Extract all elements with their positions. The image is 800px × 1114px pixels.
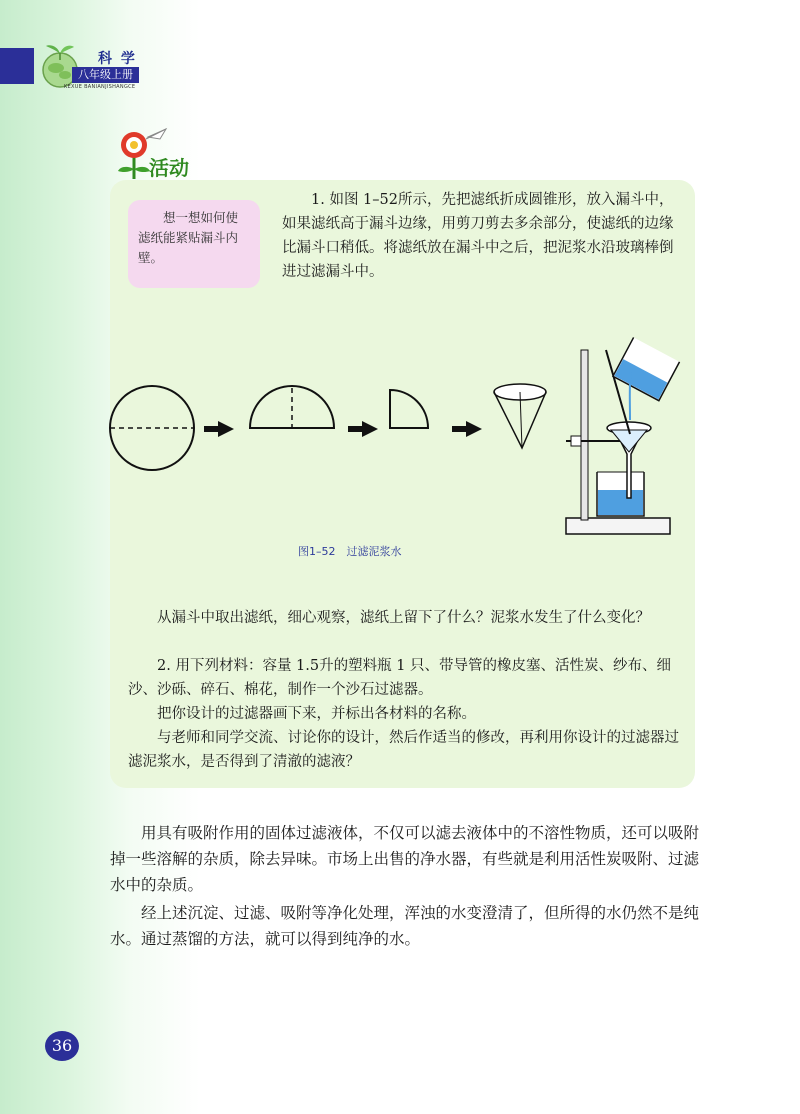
arrow-right-icon: [452, 421, 482, 437]
activity-observe-text: 从漏斗中取出滤纸，细心观察，滤纸上留下了什么？泥浆水发生了什么变化？: [157, 610, 650, 626]
body-paragraph-1: 用具有吸附作用的固体过滤液体，不仅可以滤去液体中的不溶性物质，还可以吸附掉一些溶解的杂质，除去异味。市场上出售的净水器，有些就是利用活性炭吸附、过滤水中的杂质。: [110, 824, 700, 894]
filter-paper-cone: [494, 384, 546, 448]
header-color-strip: [0, 48, 34, 84]
activity-step-2: 2. 用下列材料：容量 1.5升的塑料瓶 1 只、带导管的橡皮塞、活性炭、纱布、细沙、沙砾、碎石、棉花，制作一个沙石过滤器。: [128, 658, 672, 698]
activity-title: 活动: [149, 156, 189, 180]
filter-paper-half: [250, 386, 334, 428]
page-number: 36: [45, 1031, 79, 1061]
arrow-right-icon: [204, 421, 234, 437]
body-paragraph-2: 经上述沉淀、过滤、吸附等净化处理，浑浊的水变澄清了，但所得的水仍然不是纯水。通过蒸馏的方法，就可以得到纯净的水。: [110, 904, 700, 948]
subject-title: 科 学: [98, 51, 137, 67]
filter-paper-quarter: [390, 390, 428, 428]
grade-label: 八年级上册: [72, 67, 139, 83]
activity-draw-text: 把你设计的过滤器画下来，并标出各材料的名称。: [157, 706, 476, 722]
figure-caption: 图1–52 过滤泥浆水: [298, 545, 402, 558]
think-prompt-box: 想一想如何使滤纸能紧贴漏斗内壁。: [128, 200, 260, 288]
filtration-apparatus: [566, 337, 680, 534]
pinyin-label: KEXUE BANIANJISHANGCE: [64, 84, 136, 90]
filter-paper-circle: [110, 386, 194, 470]
activity-step-1: 1. 如图 1–52所示，先把滤纸折成圆锥形，放入漏斗中，如果滤纸高于漏斗边缘，用剪刀剪去多余部分，使滤纸的边缘比漏斗口稍低。将滤纸放在漏斗中之后，把泥浆水沿玻璃棒倒进过滤漏斗中。: [282, 192, 674, 280]
activity-discuss-text: 与老师和同学交流、讨论你的设计，然后作适当的修改，再利用你设计的过滤器过滤泥浆水，是否得到了清澈的滤液？: [128, 730, 679, 770]
filtration-diagram: [100, 330, 700, 550]
arrow-right-icon: [348, 421, 378, 437]
